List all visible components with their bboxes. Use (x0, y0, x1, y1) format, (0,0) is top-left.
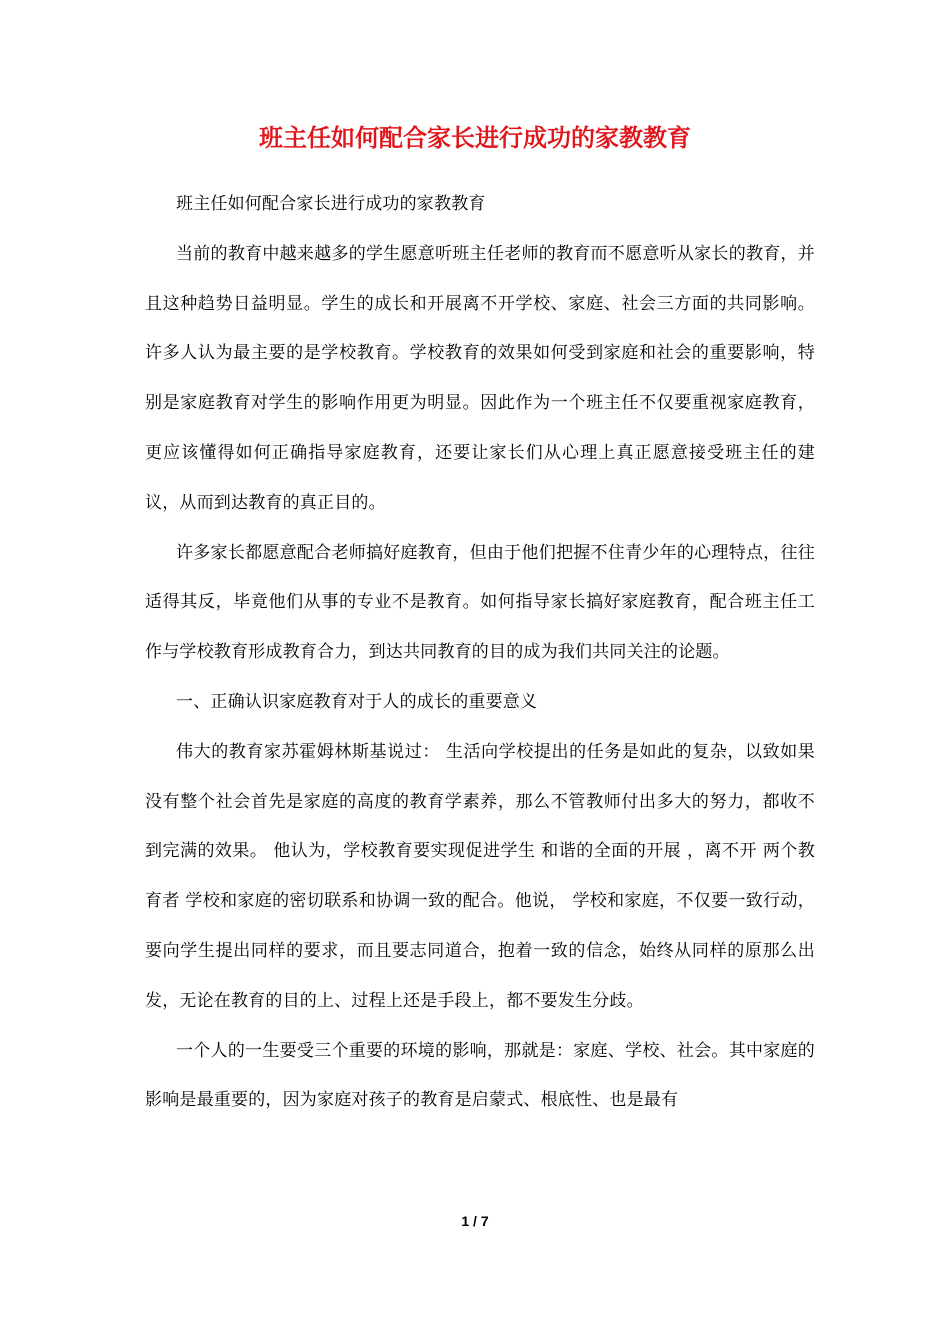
paragraph: 当前的教育中越来越多的学生愿意听班主任老师的教育而不愿意听从家长的教育，并且这种趋势日益明显。学生的成长和开展离不开学校、家庭、社会三方面的共同影响。许多人认为最主要的是学校教育。学校教育的效果如何受到家庭和社会的重要影响，特别是家庭教育对学生的影响作用更为明显。因此作为一个班主任不仅要重视家庭教育，更应该懂得如何正确指导家庭教育，还要让家长们从心理上真正愿意接受班主任的建议，从而到达教育的真正目的。 (145, 243, 815, 513)
paragraph: 许多家长都愿意配合老师搞好庭教育，但由于他们把握不住青少年的心理特点，往往适得其反，毕竟他们从事的专业不是教育。如何指导家长搞好家庭教育，配合班主任工作与学校教育形成教育合力，到达共同教育的目的成为我们共同关注的论题。 (145, 542, 815, 663)
document-body (145, 180, 815, 1126)
document-title: 班主任如何配合家长进行成功的家教教育 (259, 123, 691, 152)
paragraph-subtitle: 班主任如何配合家长进行成功的家教教育 (176, 194, 486, 214)
section-heading: 一、正确认识家庭教育对于人的成长的重要意义 (176, 691, 538, 712)
page-indicator: 1 / 7 (461, 1213, 489, 1229)
paragraph: 伟大的教育家苏霍姆林斯基说过： 生活向学校提出的任务是如此的复杂，以致如果没有整个社会首先是家庭的高度的教育学素养，那么不管教师付出多大的努力，都收不到完满的效果。 他认为，学校教育要实现促进学生 和谐的全面的开展 ，离不开 两个教育者 学校和家庭的密切联系和协调一致的配合。他说， 学校和家庭，不仅要一致行动，要向学生提出同样的要求，而且要志同道合，抱着一致的信念，始终从同样的原那么出发，无论在教育的目的上、过程上还是手段上，都不要发生分歧。 (145, 741, 815, 1011)
paragraph: 一个人的一生要受三个重要的环境的影响，那就是：家庭、学校、社会。其中家庭的影响是最重要的，因为家庭对孩子的教育是启蒙式、根底性、也是最有 (145, 1040, 815, 1111)
